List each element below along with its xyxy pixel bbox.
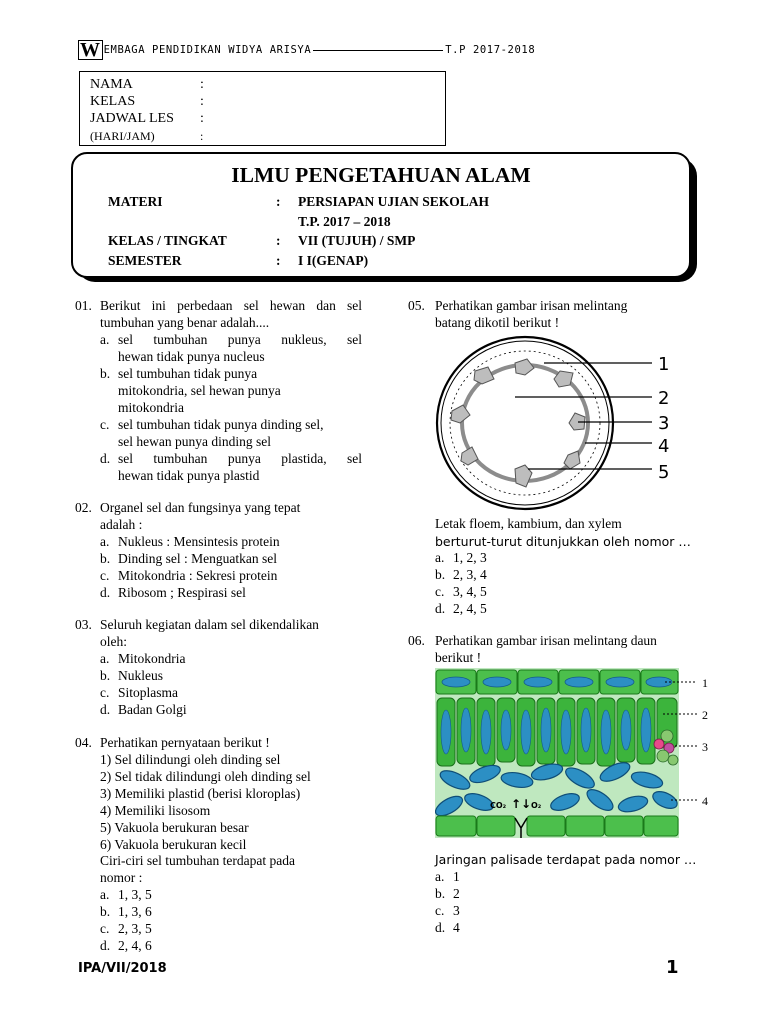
identity-row-jadwal: JADWAL LES :: [90, 111, 204, 126]
option-5d[interactable]: 2, 4, 5: [453, 601, 487, 616]
option-5b[interactable]: 2, 3, 4: [453, 567, 487, 582]
statement-3: 3) Memiliki plastid (berisi kloroplas): [100, 786, 301, 801]
stem-label-1: 1: [658, 354, 670, 375]
materi-value: PERSIAPAN UJIAN SEKOLAH: [298, 194, 490, 209]
option-6c[interactable]: 3: [453, 903, 460, 918]
institution-logo: W: [80, 39, 101, 61]
kelas-value: VII (TUJUH) / SMP: [298, 233, 416, 248]
academic-year: T.P 2017-2018: [445, 44, 536, 56]
option-1c-line1[interactable]: sel tumbuhan tidak punya dinding sel,: [118, 417, 324, 432]
statement-1: 1) Sel dilindungi oleh dinding sel: [100, 752, 281, 767]
option-2a[interactable]: Nukleus : Mensintesis protein: [118, 534, 280, 549]
option-4d[interactable]: 2, 4, 6: [118, 938, 152, 953]
institution-name: EMBAGA PENDIDIKAN WIDYA ARISYA: [103, 44, 312, 56]
stem-label-5: 5: [658, 462, 670, 483]
option-1d-line1[interactable]: sel tumbuhan punya plastida, sel: [118, 451, 362, 466]
option-3a[interactable]: Mitokondria: [118, 651, 186, 666]
statement-4: 4) Memiliki lisosom: [100, 803, 211, 818]
page-number: 1: [666, 957, 679, 978]
option-4b[interactable]: 1, 3, 6: [118, 904, 152, 919]
semester-value: I I(GENAP): [298, 253, 369, 268]
leaf-label-2: 2: [702, 708, 708, 722]
materi-year: T.P. 2017 – 2018: [298, 214, 391, 229]
option-2c[interactable]: Mitokondria : Sekresi protein: [118, 568, 278, 583]
lower-epidermis: [436, 816, 678, 836]
statement-6: 6) Vakuola berukuran kecil: [100, 837, 247, 852]
stem-label-2: 2: [658, 388, 670, 409]
upper-epidermis: [436, 670, 678, 694]
leaf-section-figure: [435, 668, 725, 842]
leaf-label-4: 4: [702, 794, 708, 808]
statement-5: 5) Vakuola berukuran besar: [100, 820, 249, 835]
statement-2: 2) Sel tidak dilindungi oleh dinding sel: [100, 769, 311, 784]
option-3d[interactable]: Badan Golgi: [118, 702, 187, 717]
stem-label-4: 4: [658, 436, 670, 457]
co2-label: CO₂: [490, 801, 507, 810]
option-2b[interactable]: Dinding sel : Menguatkan sel: [118, 551, 277, 566]
option-5a[interactable]: 1, 2, 3: [453, 550, 487, 565]
identity-row-kelas: KELAS :: [90, 94, 204, 109]
option-2d[interactable]: Ribosom ; Respirasi sel: [118, 585, 246, 600]
dicot-stem-figure: [430, 335, 690, 515]
institution-header: [78, 40, 535, 60]
option-3c[interactable]: Sitoplasma: [118, 685, 178, 700]
identity-box: [79, 71, 446, 146]
option-1a-line2: hewan tidak punya nucleus: [118, 349, 265, 364]
option-5c[interactable]: 3, 4, 5: [453, 584, 487, 599]
option-1a-line1[interactable]: sel tumbuhan punya nukleus, sel: [118, 332, 362, 347]
option-4c[interactable]: 2, 3, 5: [118, 921, 152, 936]
up-arrow-icon: ↑↓: [511, 797, 532, 811]
option-4a[interactable]: 1, 3, 5: [118, 887, 152, 902]
materi-label: MATERI: [108, 194, 163, 209]
leaf-label-1: 1: [702, 676, 708, 690]
stem-label-3: 3: [658, 413, 670, 434]
semester-label: SEMESTER: [108, 253, 182, 268]
question-01-stem: Berikut ini perbedaan sel hewan dan sel tumbuhan yang benar adalah....: [100, 298, 362, 330]
option-6d[interactable]: 4: [453, 920, 460, 935]
subject-title: ILMU PENGETAHUAN ALAM: [231, 163, 531, 187]
identity-row-harijam: (HARI/JAM) :: [90, 129, 204, 143]
header-underline: [313, 50, 443, 51]
o2-label: O₂: [531, 801, 542, 810]
footer-code: IPA/VII/2018: [78, 961, 167, 976]
option-6b[interactable]: 2: [453, 886, 460, 901]
option-1b-line1[interactable]: sel tumbuhan tidak punya: [118, 366, 258, 381]
kelas-label: KELAS / TINGKAT: [108, 233, 227, 248]
option-6a[interactable]: 1: [453, 869, 460, 884]
leaf-label-3: 3: [702, 740, 708, 754]
identity-row-nama: NAMA :: [90, 77, 204, 92]
option-3b[interactable]: Nukleus: [118, 668, 163, 683]
